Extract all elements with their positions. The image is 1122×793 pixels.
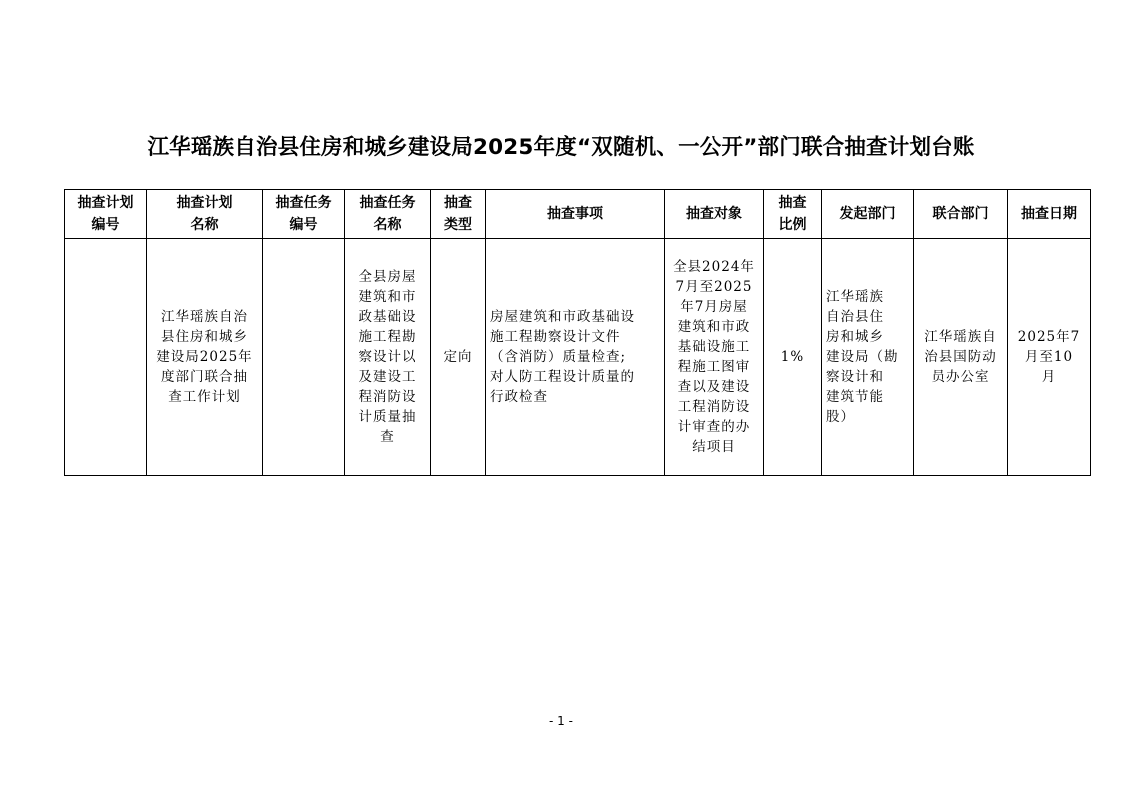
- header-task-no: 抽查任务 编号: [263, 190, 345, 239]
- cell-date: 2025年7 月至10 月: [1008, 239, 1091, 476]
- page-number: - 1 -: [549, 714, 573, 728]
- header-item: 抽查事项: [486, 190, 665, 239]
- cell-task-name: 全县房屋 建筑和市 政基础设 施工程勘 察设计以 及建设工 程消防设 计质量抽 查: [345, 239, 431, 476]
- table-header-row: [65, 190, 1091, 239]
- document-title: 江华瑶族自治县住房和城乡建设局2025年度“双随机、一公开”部门联合抽查计划台账: [147, 135, 975, 160]
- cell-item: 房屋建筑和市政基础设 施工程勘察设计文件 （含消防）质量检查; 对人防工程设计质量的 行政检查: [486, 239, 665, 476]
- header-ratio: 抽查 比例: [764, 190, 822, 239]
- header-type: 抽查 类型: [431, 190, 486, 239]
- cell-task-no: [263, 239, 345, 476]
- cell-joint: 江华瑶族自 治县国防动 员办公室: [914, 239, 1008, 476]
- header-target: 抽查对象: [665, 190, 764, 239]
- table-row: [65, 239, 1091, 476]
- cell-target: 全县2024年 7月至2025 年7月房屋 建筑和市政 基础设施工 程施工图审 查以及建设 工程消防设 计审查的办 结项目: [665, 239, 764, 476]
- cell-ratio: 1%: [764, 239, 822, 476]
- inspection-plan-table: [64, 189, 1091, 476]
- header-date: 抽查日期: [1008, 190, 1091, 239]
- header-plan-name: 抽查计划 名称: [147, 190, 263, 239]
- header-initiator: 发起部门: [822, 190, 914, 239]
- header-task-name: 抽查任务 名称: [345, 190, 431, 239]
- cell-initiator: 江华瑶族 自治县住 房和城乡 建设局（勘 察设计和 建筑节能 股）: [822, 239, 914, 476]
- header-joint: 联合部门: [914, 190, 1008, 239]
- header-plan-no: 抽查计划 编号: [65, 190, 147, 239]
- cell-plan-no: [65, 239, 147, 476]
- cell-plan-name: 江华瑶族自治 县住房和城乡 建设局2025年 度部门联合抽 查工作计划: [147, 239, 263, 476]
- cell-type: 定向: [431, 239, 486, 476]
